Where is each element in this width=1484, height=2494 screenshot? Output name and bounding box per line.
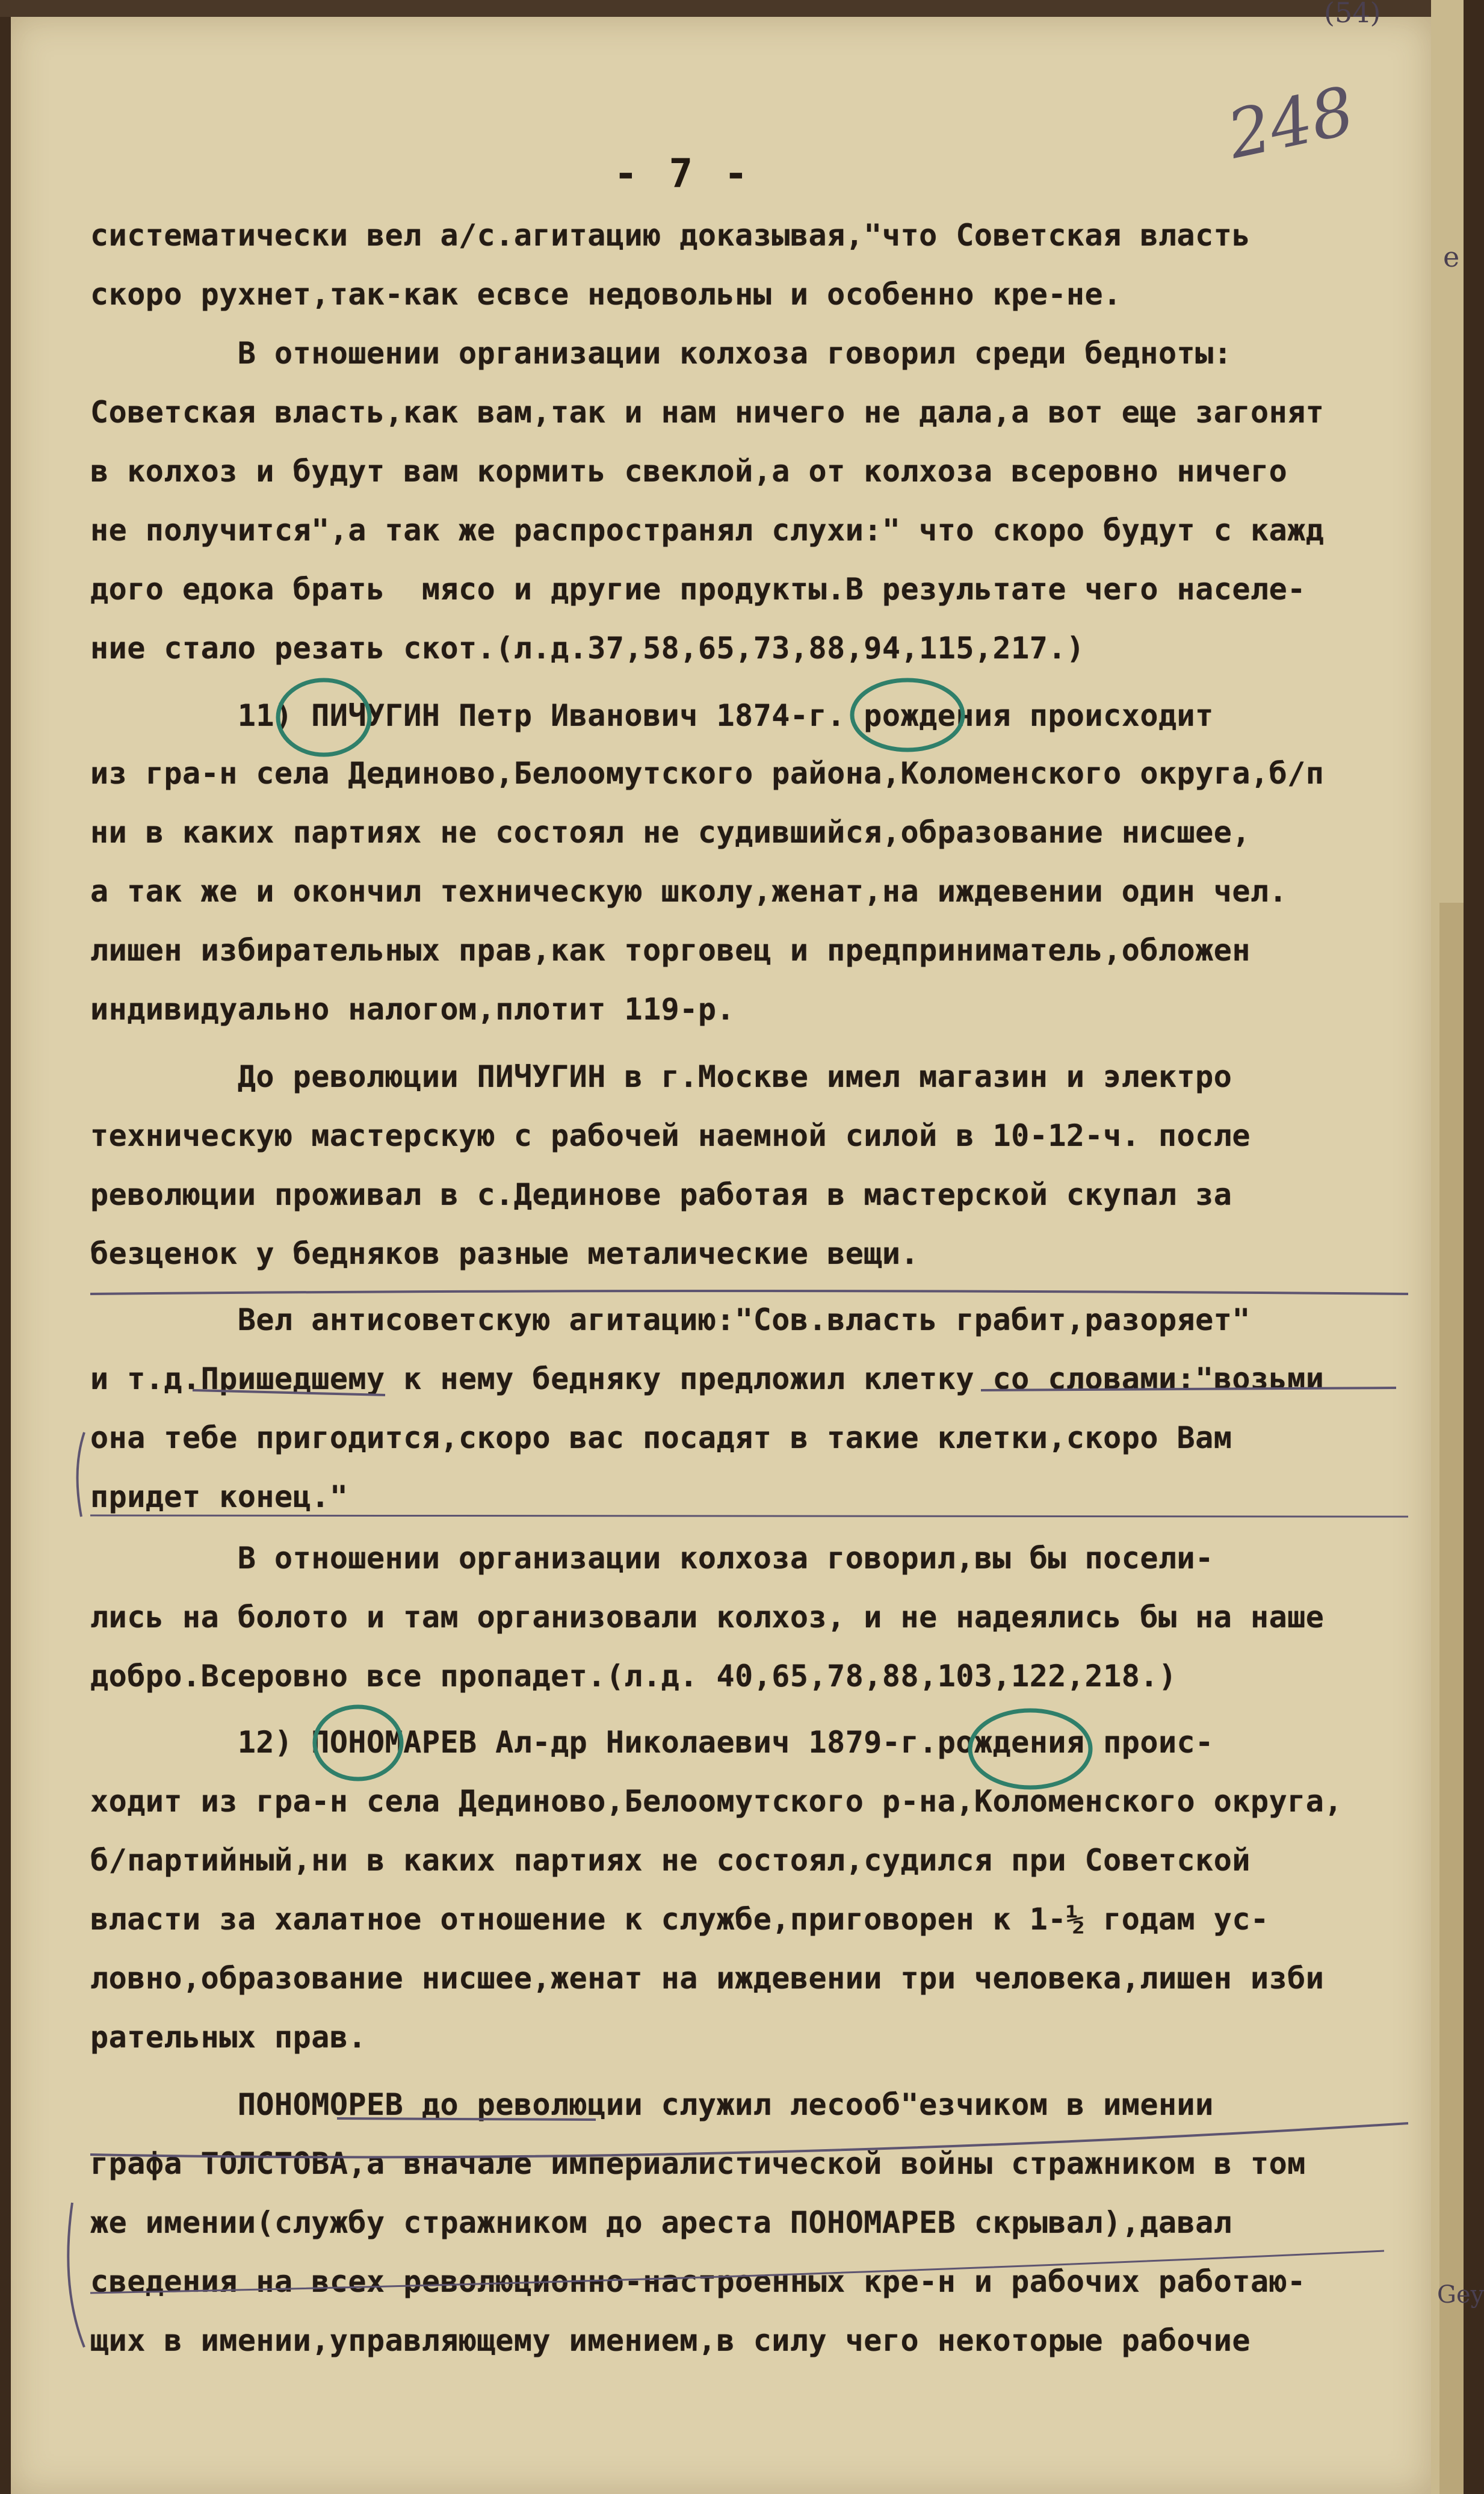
text-line: систематически вел а/с.агитацию доказывая,"что Советская власть <box>90 218 1251 253</box>
text-line: дого едока брать мясо и другие продукты.В результате чего населе- <box>90 572 1306 607</box>
text-line: б/партийный,ни в каких партиях не состоял,судился при Советской <box>90 1843 1251 1878</box>
text-line: Вел антисоветскую агитацию:"Сов.власть грабит,разоряет" <box>90 1302 1251 1337</box>
text-line: в колхоз и будут вам кормить свеклой,а от колхоза всеровно ничего <box>90 454 1288 489</box>
text-line: придет конец." <box>90 1479 348 1514</box>
text-line: лись на болото и там организовали колхоз, и не надеялись бы на наше <box>90 1600 1325 1635</box>
pencil-archive-number: 248 <box>1220 72 1361 174</box>
text-line: индивидуально налогом,плотит 119-р. <box>90 992 735 1027</box>
text-line: техническую мастерскую с рабочей наемной силой в 10-12-ч. после <box>90 1118 1251 1153</box>
text-line: добро.Всеровно все пропадет.(л.д. 40,65,78,88,103,122,218.) <box>90 1659 1177 1694</box>
underlying-page-strip <box>1439 903 1464 2494</box>
scan-top-border <box>0 0 1464 17</box>
text-line: ние стало резать скот.(л.д.37,58,65,73,88,94,115,217.) <box>90 631 1085 666</box>
text-line: В отношении организации колхоза говорил,вы бы посели- <box>90 1541 1214 1576</box>
text-line: ловно,образование нисшее,женат на иждевении три человека,лишен изби <box>90 1961 1325 1996</box>
text-line: не получится",а так же распространял слухи:" что скоро будут с кажд <box>90 513 1325 548</box>
text-line: До революции ПИЧУГИН в г.Москве имел магазин и электро <box>90 1059 1232 1094</box>
text-line: лишен избирательных прав,как торговец и предприниматель,обложен <box>90 933 1251 968</box>
text-line: скоро рухнет,так-как есвсе недовольны и особенно кре-не. <box>90 277 1122 312</box>
edge-mark-top: (54) <box>1324 0 1381 29</box>
text-line: ходит из гра-н села Дединово,Белоомутского р-на,Коломенского округа, <box>90 1784 1343 1819</box>
edge-mark-mid: е <box>1443 241 1460 273</box>
text-line: и т.д.Пришедшему к нему бедняку предложил клетку со словами:"возьми <box>90 1361 1325 1396</box>
text-line: сведения на всех революционно-настроенных кре-н и рабочих работаю- <box>90 2264 1306 2299</box>
text-line: графа ТОЛСТОВА,а вначале империалистической войны стражником в том <box>90 2146 1306 2181</box>
text-line: ПОНОМОРЕВ до революции служил лесооб"езчиком в имении <box>90 2087 1214 2122</box>
text-line: щих в имении,управляющему имением,в силу чего некоторые рабочие <box>90 2323 1251 2358</box>
text-line: она тебе пригодится,скоро вас посадят в такие клетки,скоро Вам <box>90 1420 1232 1455</box>
text-line: Советская власть,как вам,так и нам ничего не дала,а вот еще загонят <box>90 395 1325 430</box>
text-line: безценок у бедняков разные металические вещи. <box>90 1236 920 1271</box>
text-line: из гра-н села Дединово,Белоомутского района,Коломенского округа,б/п <box>90 756 1325 791</box>
edge-mark-bottom: Gey <box>1437 2281 1484 2309</box>
text-line: 12) ПОНОМАРЕВ Ал-др Николаевич 1879-г.рождения проис- <box>90 1725 1214 1760</box>
text-line: а так же и окончил техническую школу,женат,на иждевении один чел. <box>90 874 1288 909</box>
text-line: В отношении организации колхоза говорил среди бедноты: <box>90 336 1232 371</box>
text-line: революции проживал в с.Дединове работая в мастерской скупал за <box>90 1177 1232 1212</box>
text-line: же имении(службу стражником до ареста ПОНОМАРЕВ скрывал),давал <box>90 2205 1232 2240</box>
page-number: - 7 - <box>614 150 752 197</box>
text-line: рательных прав. <box>90 2020 367 2055</box>
text-line: 11) ПИЧУГИН Петр Иванович 1874-г. рождения происходит <box>90 698 1214 733</box>
text-line: ни в каких партиях не состоял не судившийся,образование нисшее, <box>90 815 1251 850</box>
text-line: власти за халатное отношение к службе,приговорен к 1-½ годам ус- <box>90 1902 1269 1937</box>
